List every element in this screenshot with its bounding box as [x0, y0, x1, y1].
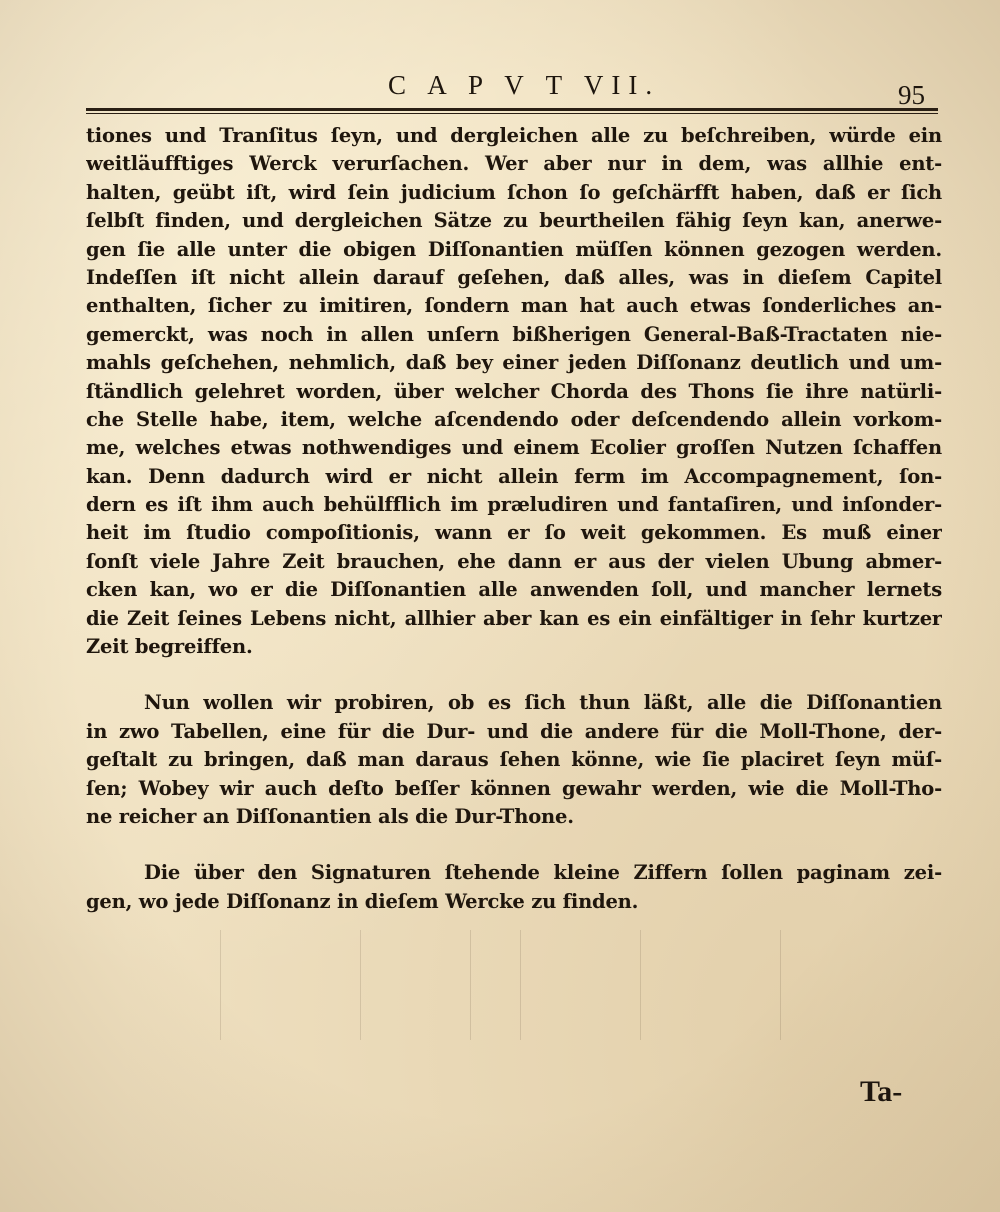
text-line: che Stelle habe, item, welche aſcendendo oder deſcendendo allein vorkom- — [86, 407, 942, 431]
text-line: Nun wollen wir probiren, ob es ſich thun läßt, alle die Diſſonantien — [144, 691, 942, 715]
text-line: kan. Denn dadurch wird er nicht allein ferm im Accompagnement, ſon- — [86, 464, 942, 488]
text-line: Indeſſen iſt nicht allein darauf geſehen, daß alles, was in dieſem Capitel — [86, 265, 942, 289]
text-line: gemerckt, was noch in allen unſern bißherigen General-Baß-Tractaten nie- — [86, 322, 942, 346]
text-line: dern es iſt ihm auch behülfflich im præludiren und fantaſiren, und inſonder- — [86, 493, 942, 517]
paragraph-1 — [86, 122, 942, 661]
paragraph-2 — [86, 689, 942, 831]
text-line: enthalten, ſicher zu imitiren, ſondern man hat auch etwas ſonderliches an- — [86, 294, 942, 318]
running-head — [0, 70, 1000, 110]
chapter-title: C A P V T VII. — [388, 70, 661, 100]
text-line: mahls geſchehen, nehmlich, daß bey einer jeden Diſſonanz deutlich und um- — [86, 351, 942, 375]
text-line: ſonſt viele Jahre Zeit brauchen, ehe dann er aus der vielen Ubung abmer- — [86, 549, 942, 573]
text-line: cken kan, wo er die Diſſonantien alle anwenden ſoll, und mancher lernets — [86, 578, 942, 602]
text-line: tiones und Tranſitus ſeyn, und dergleichen alle zu beſchreiben, würde ein — [86, 124, 942, 147]
text-line: ſelbſt finden, und dergleichen Sätze zu beurtheilen fähig ſeyn kan, anerwe- — [86, 209, 942, 233]
text-line: gen, wo jede Diſſonanz in dieſem Wercke zu finden. — [86, 889, 639, 913]
show-through-lines — [100, 930, 900, 1050]
paragraph-3 — [86, 859, 942, 916]
paragraph-gap — [86, 661, 942, 689]
text-line: ſen; Wobey wir auch deſto beſſer können gewahr werden, wie die Moll-Tho- — [86, 776, 942, 800]
text-line: geſtalt zu bringen, daß man daraus ſehen könne, wie ſie placiret ſeyn müſ- — [86, 748, 942, 772]
text-line: gen ſie alle unter die obigen Diſſonantien müſſen können gezogen werden. — [86, 237, 942, 261]
paragraph-gap — [86, 831, 942, 859]
catchword: Ta- — [860, 1075, 903, 1108]
text-line: halten, geübt iſt, wird ſein judicium ſchon ſo geſchärfft haben, daß er ſich — [86, 180, 942, 204]
body-text — [86, 122, 942, 916]
text-line: in zwo Tabellen, eine für die Dur- und die andere für die Moll-Thone, der- — [86, 719, 942, 743]
header-rule — [86, 108, 938, 114]
text-line: Zeit begreiffen. — [86, 635, 253, 659]
page-number: 95 — [898, 80, 925, 110]
text-line: ſtändlich gelehret worden, über welcher Chorda des Thons ſie ihre natürli- — [86, 379, 942, 403]
text-line: heit im ſtudio compoſitionis, wann er ſo weit gekommen. Es muß einer — [86, 521, 942, 545]
text-line: Die über den Signaturen ſtehende kleine Ziffern ſollen paginam zei- — [144, 861, 942, 885]
text-line: me, welches etwas nothwendiges und einem Ecolier groſſen Nutzen ſchaffen — [86, 436, 942, 460]
text-line: die Zeit ſeines Lebens nicht, allhier aber kan es ein einfältiger in ſehr kurtzer — [86, 606, 942, 630]
text-line: weitläufftiges Werck verurſachen. Wer aber nur in dem, was allhie ent- — [86, 152, 942, 176]
text-line: ne reicher an Diſſonantien als die Dur-Thone. — [86, 804, 574, 828]
